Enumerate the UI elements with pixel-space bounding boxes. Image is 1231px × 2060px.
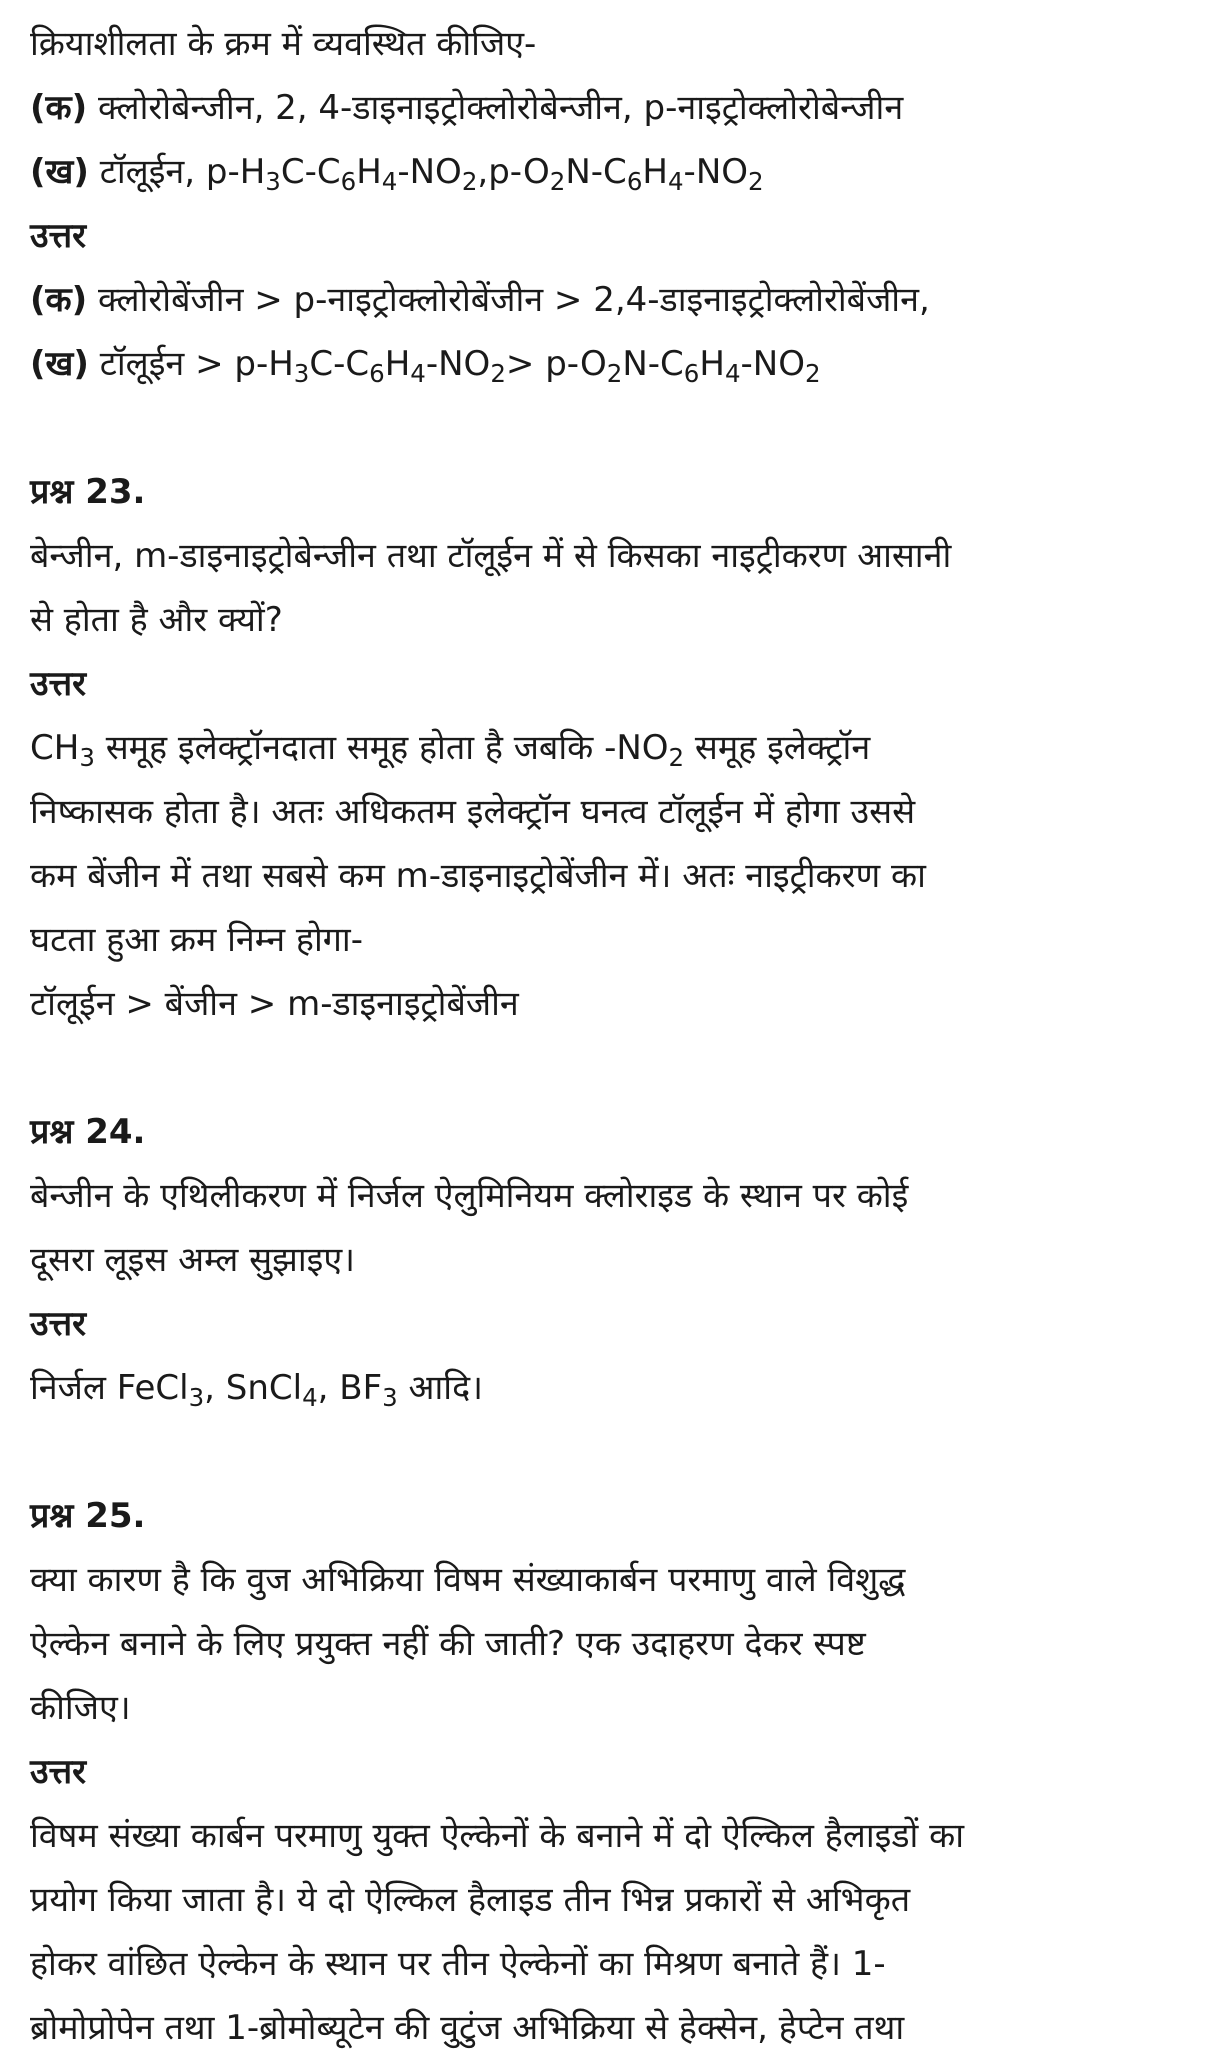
answer-label: उत्तर <box>30 664 87 704</box>
option-label-ka: (क) <box>30 88 88 128</box>
answer-label-ka: (क) <box>30 280 88 320</box>
question-text: कीजिए। <box>30 1688 131 1728</box>
answer-text-ka: क्लोरोबेंजीन > p-नाइट्रोक्लोरोबेंजीन > 2,4-डाइनाइट्रोक्लोरोबेंजीन, <box>98 280 930 320</box>
answer-text: ब्रोमोप्रोपेन तथा 1-ब्रोमोब्यूटेन की वुटुंज अभिक्रिया से हेक्सेन, हेप्टेन तथा <box>30 2008 905 2048</box>
answer-text: कम बेंजीन में तथा सबसे कम m-डाइनाइट्रोबेंजीन में। अतः नाइट्रीकरण का <box>30 856 926 896</box>
option-text-ka: क्लोरोबेन्जीन, 2, 4-डाइनाइट्रोक्लोरोबेन्जीन, p-नाइट्रोक्लोरोबेन्जीन <box>98 88 904 128</box>
question-text: बेन्जीन, m-डाइनाइट्रोबेन्जीन तथा टॉलूईन में से किसका नाइट्रीकरण आसानी <box>30 536 952 576</box>
answer-text: विषम संख्या कार्बन परमाणु युक्त ऐल्केनों के बनाने में दो ऐल्किल हैलाइडों का <box>30 1816 965 1856</box>
intro-line: क्रियाशीलता के क्रम में व्यवस्थित कीजिए- <box>30 24 537 64</box>
option-label-kha: (ख) <box>30 152 89 192</box>
answer-text: होकर वांछित ऐल्केन के स्थान पर तीन ऐल्केनों का मिश्रण बनाते हैं। 1- <box>30 1944 886 1984</box>
answer-text: प्रयोग किया जाता है। ये दो ऐल्किल हैलाइड तीन भिन्न प्रकारों से अभिकृत <box>30 1880 911 1920</box>
answer-option-ka <box>30 268 1201 332</box>
question-text: दूसरा लूइस अम्ल सुझाइए। <box>30 1240 356 1280</box>
question-text: बेन्जीन के एथिलीकरण में निर्जल ऐलुमिनियम क्लोराइड के स्थान पर कोई <box>30 1176 909 1216</box>
question-text: से होता है और क्यों? <box>30 600 283 640</box>
question-heading: प्रश्न 25. <box>30 1496 146 1536</box>
answer-label: उत्तर <box>30 1304 87 1344</box>
answer-option-kha <box>30 332 1201 396</box>
answer-text-kha: टॉलूईन > $p-H_3C-C_6H_4-NO_2> p-O_2N-C_6H_4-NO_2$ <box>99 344 821 388</box>
spacer <box>30 396 1201 460</box>
intro-option-ka <box>30 76 1201 140</box>
intro-option-kha <box>30 140 1201 204</box>
question-text: ऐल्केन बनाने के लिए प्रयुक्त नहीं की जाती? एक उदाहरण देकर स्पष्ट <box>30 1624 866 1664</box>
answer-text: $CH_3$ समूह इलेक्ट्रॉनदाता समूह होता है जबकि $-NO_2$ समूह इलेक्ट्रॉन <box>30 728 871 772</box>
answer-text: घटता हुआ क्रम निम्न होगा- <box>30 920 363 960</box>
answer-text: निष्कासक होता है। अतः अधिकतम इलेक्ट्रॉन घनत्व टॉलूईन में होगा उससे <box>30 792 916 832</box>
spacer <box>30 1420 1201 1484</box>
answer-label-kha: (ख) <box>30 344 89 384</box>
question-heading: प्रश्न 24. <box>30 1112 146 1152</box>
question-text: क्या कारण है कि वुज अभिक्रिया विषम संख्याकार्बन परमाणु वाले विशुद्ध <box>30 1560 906 1600</box>
option-text-kha: टॉलूईन, $p-H_3C-C_6H_4-NO_2,p-O_2N-C_6H_4-NO_2$ <box>99 152 764 196</box>
answer-text: निर्जल FeCl$_3$, SnCl$_4$, $BF_3$ आदि। <box>30 1368 484 1412</box>
spacer <box>30 1036 1201 1100</box>
answer-label: उत्तर <box>30 216 87 256</box>
question-heading: प्रश्न 23. <box>30 472 146 512</box>
answer-text: टॉलूईन > बेंजीन > m-डाइनाइट्रोबेंजीन <box>30 984 519 1024</box>
answer-label: उत्तर <box>30 1752 87 1792</box>
